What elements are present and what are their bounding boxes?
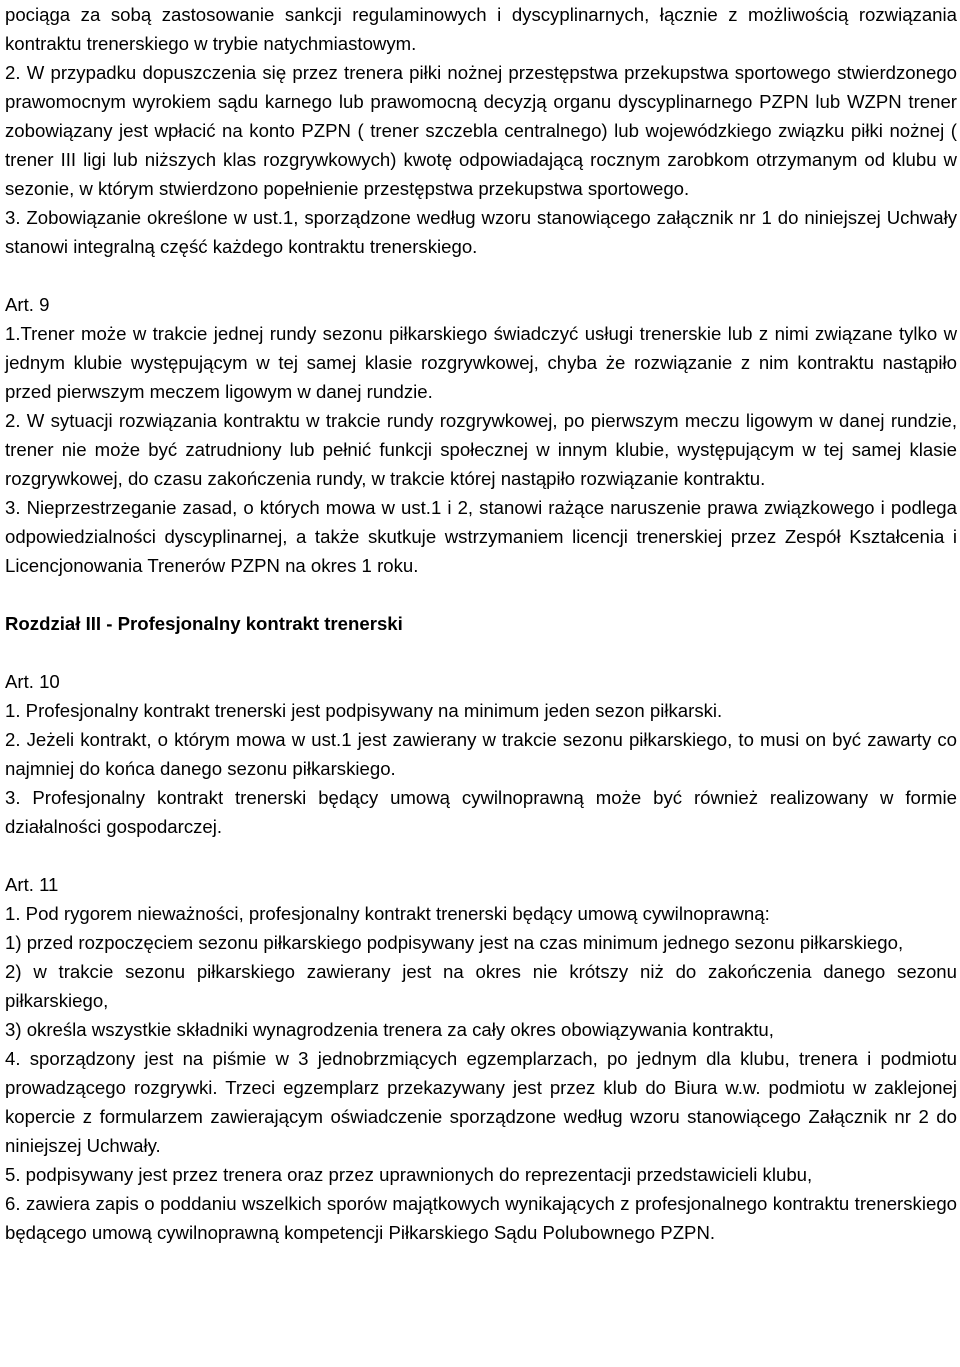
paragraph: 3. Profesjonalny kontrakt trenerski będący umową cywilnoprawną może być również realizowany w formie działalności gospodarczej. <box>5 787 957 837</box>
paragraph: 1. Profesjonalny kontrakt trenerski jest podpisywany na minimum jeden sezon piłkarski. <box>5 700 723 721</box>
paragraph: 5. podpisywany jest przez trenera oraz przez uprawnionych do reprezentacji przedstawicieli klubu, <box>5 1164 813 1185</box>
paragraph: 2) w trakcie sezonu piłkarskiego zawierany jest na okres nie krótszy niż do zakończenia danego sezonu piłkarskiego, <box>5 961 957 1011</box>
article-heading: Art. 11 <box>5 874 59 895</box>
paragraph: pociąga za sobą zastosowanie sankcji regulaminowych i dyscyplinarnych, łącznie z możliwością rozwiązania kontraktu trenerskiego w trybie natychmiastowym. <box>5 4 957 54</box>
paragraph: 6. zawiera zapis o poddaniu wszelkich sporów majątkowych wynikających z profesjonalnego kontraktu trenerskiego będącego umową cywilnoprawną kompetencji Piłkarskiego Sądu Polubownego PZPN. <box>5 1193 957 1243</box>
paragraph: 3. Nieprzestrzeganie zasad, o których mowa w ust.1 i 2, stanowi rażące naruszenie prawa związkowego i podlega odpowiedzialności dyscyplinarnej, a także skutkuje wstrzymaniem licencji trenerskiej przez Zespół Kształcenia i Licencjonowania Trenerów PZPN na okres 1 roku. <box>5 497 957 576</box>
paragraph: 2. Jeżeli kontrakt, o którym mowa w ust.1 jest zawierany w trakcie sezonu piłkarskiego, to musi on być zawarty co najmniej do końca danego sezonu piłkarskiego. <box>5 729 957 779</box>
paragraph: 2. W sytuacji rozwiązania kontraktu w trakcie rundy rozgrywkowej, po pierwszym meczu ligowym w danej rundzie, trener nie może być zatrudniony lub pełnić funkcji społecznej w innym klubie, występującym w tej samej klasie rozgrywkowej, do czasu zakończenia rundy, w trakcie której nastąpiło rozwiązanie kontraktu. <box>5 410 957 489</box>
article-heading: Art. 10 <box>5 671 60 692</box>
article-heading: Art. 9 <box>5 294 50 315</box>
paragraph: 2. W przypadku dopuszczenia się przez trenera piłki nożnej przestępstwa przekupstwa sportowego stwierdzonego prawomocnym wyrokiem sądu karnego lub prawomocną decyzją organu dyscyplinarnego PZPN lub WZPN trener zobowiązany jest wpłacić na konto PZPN ( trener szczebla centralnego) lub wojewódzkiego związku piłki nożnej ( trener III ligi lub niższych klas rozgrywkowych) kwotę odpowiadającą rocznym zarobkom otrzymanym od klubu w sezonie, w którym stwierdzono popełnienie przestępstwa przekupstwa sportowego. <box>5 62 957 199</box>
paragraph: 4. sporządzony jest na piśmie w 3 jednobrzmiących egzemplarzach, po jednym dla klubu, trenera i podmiotu prowadzącego rozgrywki. Trzeci egzemplarz przekazywany jest przez klub do Biura w.w. podmiotu w zaklejonej kopercie z formularzem zawierającym oświadczenie sporządzone według wzoru stanowiącego Załącznik nr 2 do niniejszej Uchwały. <box>5 1048 957 1156</box>
paragraph: 1.Trener może w trakcie jednej rundy sezonu piłkarskiego świadczyć usługi trenerskie lub z nimi związane tylko w jednym klubie występującym w tej samej klasie rozgrywkowej, chyba że rozwiązanie z nim kontraktu nastąpiło przed pierwszym meczem ligowym w danej rundzie. <box>5 323 957 402</box>
paragraph-spacer <box>5 580 957 609</box>
paragraph-spacer <box>5 638 957 667</box>
paragraph: 3) określa wszystkie składniki wynagrodzenia trenera za cały okres obowiązywania kontraktu, <box>5 1019 774 1040</box>
paragraph: 3. Zobowiązanie określone w ust.1, sporządzone według wzoru stanowiącego załącznik nr 1 do niniejszej Uchwały stanowi integralną część każdego kontraktu trenerskiego. <box>5 207 957 257</box>
paragraph: 1. Pod rygorem nieważności, profesjonalny kontrakt trenerski będący umową cywilnoprawną: <box>5 903 770 924</box>
paragraph-spacer <box>5 261 957 290</box>
section-heading: Rozdział III - Profesjonalny kontrakt trenerski <box>5 613 403 634</box>
paragraph-spacer <box>5 841 957 870</box>
paragraph: 1) przed rozpoczęciem sezonu piłkarskiego podpisywany jest na czas minimum jednego sezonu piłkarskiego, <box>5 932 904 953</box>
